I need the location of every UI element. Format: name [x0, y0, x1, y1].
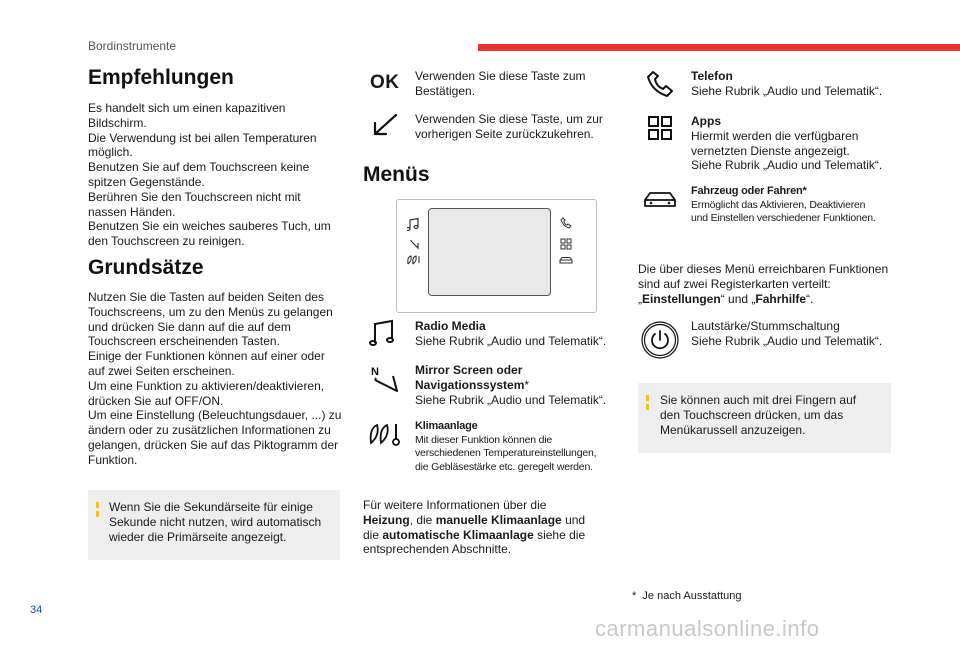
- lautstaerke-title: Lautstärke/Stummschaltung: [691, 319, 840, 333]
- text-line: Siehe Rubrik „Audio und Telematik“.: [691, 158, 883, 173]
- text-line: nassen Händen.: [88, 204, 176, 219]
- manuelle-klimaanlage-link: manuelle Klimaanlage: [435, 512, 562, 527]
- automatische-klimaanlage-link: automatische Klimaanlage: [382, 527, 534, 542]
- text-line: Hiermit werden die verfügbaren: [691, 128, 859, 143]
- text-line: Verwenden Sie diese Taste, um zur: [415, 112, 603, 126]
- heizung-link: Heizung: [363, 512, 410, 527]
- fahrhilfe-tab-label: Fahrhilfe: [755, 291, 807, 306]
- radio-media-description: [415, 319, 625, 349]
- text-fragment: siehe die: [533, 527, 586, 542]
- car-icon: [559, 256, 573, 265]
- text-fragment: “ und „: [720, 291, 756, 306]
- text-fragment: und: [561, 512, 586, 527]
- navigation-title: Navigationssystem: [415, 377, 525, 392]
- text-line: Wenn Sie die Sekundärseite für einige: [109, 500, 313, 514]
- text-line: drücken Sie auf OFF/ON.: [88, 393, 224, 408]
- fahrzeug-title: Fahrzeug oder Fahren*: [691, 185, 807, 197]
- text-line: Die Verwendung ist bei allen Temperaturen: [88, 130, 317, 145]
- text-line: Nutzen Sie die Tasten auf beiden Seiten des: [88, 290, 324, 304]
- text-line: Es handelt sich um einen kapazitiven: [88, 101, 286, 115]
- text-line: möglich.: [88, 145, 133, 160]
- car-icon: [643, 190, 677, 210]
- text-line: Die über dieses Menü erreichbaren Funktionen: [638, 262, 889, 276]
- text-line: Touchscreens, um zu den Menüs zu gelangen: [88, 304, 333, 319]
- text-line: entsprechenden Abschnitte.: [363, 542, 512, 557]
- footnote-text: Je nach Ausstattung: [642, 590, 742, 602]
- heading-grundsaetze: Grundsätze: [88, 256, 204, 279]
- text-line: und Einstellen verschiedener Funktionen.: [691, 212, 876, 224]
- text-line: Siehe Rubrik „Audio und Telematik“.: [691, 333, 883, 348]
- text-fragment: , die: [409, 512, 436, 527]
- apps-description: [691, 114, 921, 173]
- text-line: wieder die Primärseite angezeigt.: [109, 529, 287, 544]
- info-icon: [96, 502, 99, 520]
- weitere-informationen-text: [363, 498, 623, 557]
- text-line: Um eine Funktion zu aktivieren/deaktivieren,: [88, 378, 325, 393]
- mirror-screen-title: Mirror Screen oder: [415, 363, 523, 377]
- text-line: Für weitere Informationen über die: [363, 498, 547, 512]
- klimaanlage-description: [415, 420, 625, 474]
- lautstaerke-description: [691, 319, 921, 349]
- climate-fan-icon: [406, 254, 422, 266]
- registerkarten-text: [638, 262, 908, 306]
- text-fragment: “.: [806, 291, 814, 306]
- screen-display: [428, 208, 551, 296]
- info-box-secondary-page: [88, 490, 340, 560]
- radio-media-title: Radio Media: [415, 319, 486, 333]
- apps-grid-icon: [647, 115, 673, 141]
- klimaanlage-title: Klimaanlage: [415, 420, 478, 432]
- music-note-icon: [368, 318, 398, 348]
- text-line: vernetzten Dienste angezeigt.: [691, 143, 850, 158]
- text-line: verschiedenen Temperatureinstellungen,: [415, 447, 597, 459]
- footnote-marker: *: [524, 377, 530, 392]
- text-line: sind auf zwei Registerkarten verteilt:: [638, 276, 831, 291]
- text-line: Siehe Rubrik „Audio und Telematik“.: [415, 392, 607, 407]
- back-arrow-icon: [370, 111, 400, 137]
- page-number: 34: [30, 604, 43, 616]
- navigation-icon: [371, 364, 401, 394]
- text-line: Ermöglicht das Aktivieren, Deaktivieren: [691, 198, 866, 211]
- header-accent-bar: [478, 44, 960, 51]
- text-line: Siehe Rubrik „Audio und Telematik“.: [415, 333, 607, 348]
- ok-icon: OK: [370, 72, 400, 93]
- text-line: Mit dieser Funktion können die: [415, 433, 552, 446]
- music-note-icon: [407, 217, 421, 231]
- phone-icon: [645, 69, 675, 99]
- text-line: Sekunde nicht nutzen, wird automatisch: [109, 514, 322, 529]
- apps-grid-icon: [560, 238, 572, 250]
- grundsaetze-text: [88, 290, 348, 468]
- text-line: Bestätigen.: [415, 83, 476, 98]
- text-line: Sie können auch mit drei Fingern auf: [660, 393, 857, 407]
- text-line: auf zwei Seiten erscheinen.: [88, 363, 235, 378]
- navigation-arrow-icon: [409, 239, 420, 250]
- info-icon: [646, 395, 649, 413]
- power-volume-knob-icon: [640, 320, 680, 360]
- text-line: die Gebläsestärke etc. geregelt werden.: [415, 460, 593, 473]
- climate-fan-icon: [368, 421, 402, 447]
- touchscreen-illustration: [396, 199, 597, 313]
- text-line: Benutzen Sie ein weiches sauberes Tuch, um: [88, 219, 331, 234]
- heading-empfehlungen: Empfehlungen: [88, 66, 234, 89]
- text-line: und drücken Sie dann auf die auf dem: [88, 319, 291, 334]
- ok-description: [415, 69, 615, 99]
- text-fragment: „: [638, 291, 642, 306]
- einstellungen-tab-label: Einstellungen: [642, 291, 721, 306]
- svg-text:N: N: [371, 366, 379, 378]
- text-line: Touchscreen erscheinenden Tasten.: [88, 334, 280, 349]
- telefon-description: [691, 69, 921, 99]
- apps-title: Apps: [691, 114, 721, 128]
- heading-menues: Menüs: [363, 163, 430, 186]
- watermark: carmanualsonline.info: [595, 616, 820, 641]
- text-line: vorherigen Seite zurückzukehren.: [415, 126, 594, 141]
- text-line: Benutzen Sie auf dem Touchscreen keine: [88, 160, 310, 175]
- text-fragment: die: [363, 527, 383, 542]
- text-line: Um eine Einstellung (Beleuchtungsdauer, ...) zu: [88, 408, 342, 423]
- text-line: Einige der Funktionen können auf einer oder: [88, 349, 325, 364]
- text-line: den Touchscreen zu reinigen.: [88, 234, 245, 249]
- text-line: Verwenden Sie diese Taste zum: [415, 69, 586, 83]
- empfehlungen-text: [88, 101, 348, 249]
- footnote: [632, 589, 741, 604]
- text-line: Funktion.: [88, 452, 138, 467]
- text-line: spitzen Gegenstände.: [88, 174, 205, 189]
- section-header: Bordinstrumente: [88, 39, 177, 53]
- fahrzeug-description: [691, 185, 921, 226]
- text-line: den Touchscreen drücken, um das: [660, 407, 844, 422]
- text-line: Bildschirm.: [88, 115, 147, 130]
- info-box-menu-carousel: [638, 383, 891, 453]
- text-line: Siehe Rubrik „Audio und Telematik“.: [691, 83, 883, 98]
- back-description: [415, 112, 615, 142]
- mirror-screen-description: [415, 363, 625, 407]
- text-line: Berühren Sie den Touchscreen nicht mit: [88, 189, 301, 204]
- phone-icon: [560, 217, 572, 229]
- text-line: gelangen, drücken Sie auf das Piktogramm der: [88, 437, 339, 452]
- footnote-marker: *: [632, 590, 637, 602]
- telefon-title: Telefon: [691, 69, 733, 83]
- text-line: Menükarussell anzuzeigen.: [660, 422, 806, 437]
- text-line: ändern oder zu zusätzlichen Informationen zu: [88, 423, 331, 438]
